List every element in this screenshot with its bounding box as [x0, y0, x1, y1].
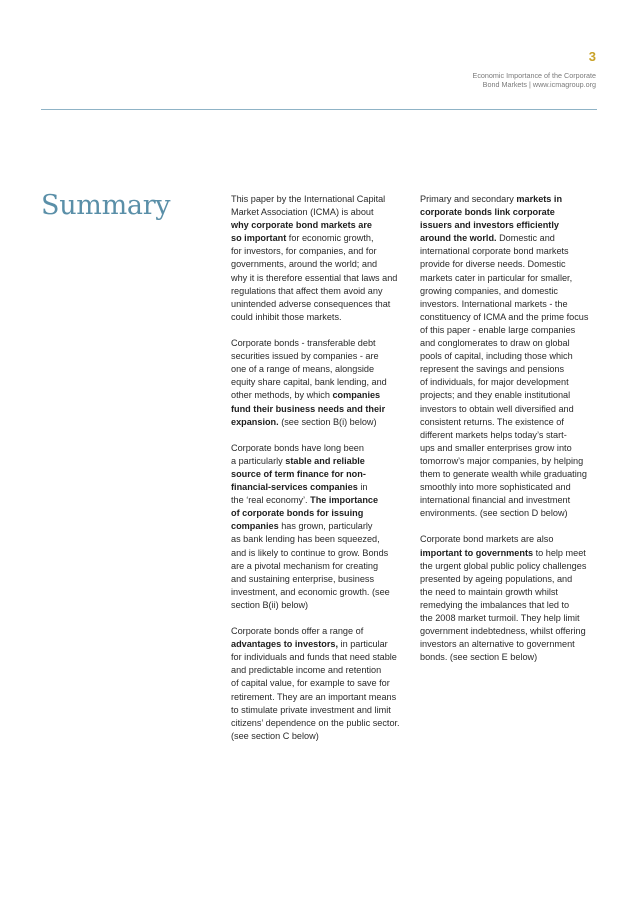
body-text: them to generate wealth while graduating: [420, 468, 587, 479]
text-line: [420, 442, 600, 455]
body-text: governments, around the world; and: [231, 259, 378, 270]
body-text: government indebtedness, whilst offering: [420, 626, 586, 637]
emphasis-text: expansion.: [231, 416, 279, 427]
text-line: [231, 350, 411, 363]
text-line: [420, 612, 600, 625]
text-line: [231, 520, 411, 533]
body-text: Corporate bonds have long been: [231, 442, 364, 453]
text-line: [231, 416, 411, 429]
page-number: 3: [588, 49, 596, 64]
text-line: [231, 664, 411, 677]
emphasis-text: fund their business needs and their: [231, 403, 386, 414]
body-text: and conglomerates to draw on global: [420, 338, 570, 349]
body-text: international financial and investment: [420, 495, 571, 506]
text-line: [420, 416, 600, 429]
body-text: the need to maintain growth whilst: [420, 586, 558, 597]
text-line: [231, 376, 411, 389]
body-text: investors to obtain well diversified and: [420, 403, 574, 414]
text-line: [420, 350, 600, 363]
emphasis-text: of corporate bonds for issuing: [231, 508, 364, 519]
body-text: presented by ageing populations, and: [420, 573, 573, 584]
text-line: [420, 481, 600, 494]
body-text: for investors, for companies, and for: [231, 246, 377, 257]
body-text: section B(ii) below): [231, 599, 309, 610]
text-line: [231, 494, 411, 507]
text-line: [231, 311, 411, 324]
body-text: consistent returns. The existence of: [420, 416, 564, 427]
emphasis-text: important to governments: [420, 547, 534, 558]
body-text: as bank lending has been squeezed,: [231, 534, 380, 545]
body-text: and predictable income and retention: [231, 665, 382, 676]
text-line: [231, 206, 411, 219]
body-text: the urgent global public policy challenges: [420, 560, 587, 571]
body-text: equity share capital, bank lending, and: [231, 377, 387, 388]
body-text: This paper by the International Capital: [231, 194, 386, 204]
text-line: [420, 651, 600, 664]
text-line: [420, 311, 600, 324]
header-subtitle-line-1: Economic Importance of the Corporate: [472, 71, 596, 80]
text-line: [420, 337, 600, 350]
body-text: investment, and economic growth. (see: [231, 586, 390, 597]
text-line: [420, 625, 600, 638]
text-line: [231, 599, 411, 612]
text-line: [231, 193, 411, 206]
text-line: [231, 625, 411, 638]
body-text: and is likely to continue to grow. Bonds: [231, 547, 389, 558]
text-line: [231, 547, 411, 560]
emphasis-text: stable and reliable: [285, 455, 365, 466]
emphasis-text: companies: [231, 521, 279, 532]
text-line: [420, 599, 600, 612]
text-line: [420, 285, 600, 298]
body-text: could inhibit those markets.: [231, 311, 342, 322]
body-text: Corporate bonds offer a range of: [231, 626, 364, 637]
emphasis-text: markets in: [516, 194, 563, 204]
text-line: [231, 389, 411, 402]
text-line: [420, 193, 600, 206]
paragraph: [231, 442, 411, 612]
body-text: Market Association (ICMA) is about: [231, 207, 374, 218]
body-text: (see section C below): [231, 730, 319, 741]
body-text: Primary and secondary: [420, 194, 517, 204]
body-text: growing companies, and domestic: [420, 285, 558, 296]
body-text: of this paper - enable large companies: [420, 324, 576, 335]
body-text: why it is therefore essential that laws and: [231, 272, 398, 283]
emphasis-text: The importance: [310, 495, 379, 506]
text-line: [420, 389, 600, 402]
emphasis-text: issuers and investors efficiently: [420, 220, 559, 231]
body-text: markets cater in particular for smaller,: [420, 272, 573, 283]
text-line: [231, 730, 411, 743]
text-line: [231, 717, 411, 730]
emphasis-text: source of term finance for non-: [231, 468, 366, 479]
text-line: [420, 258, 600, 271]
text-line: [420, 324, 600, 337]
body-text: one of a range of means, alongside: [231, 364, 375, 375]
body-text: to help meet: [533, 547, 586, 558]
text-line: [420, 468, 600, 481]
paragraph-gap: [231, 429, 411, 442]
paragraph-gap: [420, 520, 600, 533]
paragraph: [420, 533, 600, 664]
text-line: [231, 245, 411, 258]
body-text: citizens’ dependence on the public sector.: [231, 717, 400, 728]
text-line: [420, 245, 600, 258]
body-text: in: [357, 482, 368, 493]
text-line: [420, 403, 600, 416]
body-text: international corporate bond markets: [420, 246, 569, 257]
paragraph-gap: [231, 612, 411, 625]
text-line: [231, 651, 411, 664]
text-line: [420, 560, 600, 573]
emphasis-text: advantages to investors,: [231, 639, 339, 650]
text-line: [420, 376, 600, 389]
body-text: and sustaining enterprise, business: [231, 573, 375, 584]
emphasis-text: why corporate bond markets are: [231, 220, 372, 231]
body-text: retirement. They are an important means: [231, 691, 397, 702]
text-line: [420, 507, 600, 520]
paragraph-gap: [231, 324, 411, 337]
text-line: [231, 704, 411, 717]
emphasis-text: financial-services companies: [231, 482, 358, 493]
text-line: [231, 677, 411, 690]
body-text: to stimulate private investment and limit: [231, 704, 391, 715]
paragraph: [231, 193, 411, 324]
body-text: smoothly into more sophisticated and: [420, 482, 571, 493]
body-text: of individuals, for major development: [420, 377, 569, 388]
text-line: [420, 219, 600, 232]
body-text: for economic growth,: [286, 233, 374, 244]
text-line: [231, 533, 411, 546]
text-line: [420, 429, 600, 442]
body-text: in particular: [338, 639, 388, 650]
text-line: [420, 298, 600, 311]
text-line: [231, 219, 411, 232]
paragraph: [231, 625, 411, 743]
body-text: investors an alternative to government: [420, 639, 575, 650]
text-line: [231, 468, 411, 481]
body-text: represent the savings and pensions: [420, 364, 565, 375]
emphasis-text: so important: [231, 233, 287, 244]
text-line: [231, 586, 411, 599]
body-text: securities issued by companies - are: [231, 351, 379, 362]
text-line: [420, 638, 600, 651]
text-line: [231, 560, 411, 573]
body-text: pools of capital, including those which: [420, 351, 573, 362]
body-text: a particularly: [231, 455, 286, 466]
text-line: [420, 586, 600, 599]
text-line: [231, 691, 411, 704]
body-text: the ‘real economy’.: [231, 495, 311, 506]
body-text: the 2008 market turmoil. They help limit: [420, 613, 580, 623]
text-column-right: [420, 193, 600, 664]
section-heading: Summary: [41, 190, 171, 221]
body-text: Corporate bond markets are also: [420, 534, 554, 545]
text-line: [420, 494, 600, 507]
text-line: [420, 206, 600, 219]
body-text: ups and smaller enterprises grow into: [420, 442, 572, 453]
body-text: regulations that affect them avoid any: [231, 285, 383, 296]
paragraph: [420, 193, 600, 520]
body-text: of capital value, for example to save for: [231, 678, 390, 689]
emphasis-text: around the world.: [420, 233, 497, 244]
text-line: [231, 298, 411, 311]
text-line: [231, 638, 411, 651]
text-line: [231, 363, 411, 376]
emphasis-text: companies: [332, 390, 381, 401]
text-line: [231, 573, 411, 586]
text-line: [231, 272, 411, 285]
text-line: [420, 272, 600, 285]
text-line: [231, 442, 411, 455]
header-subtitle-line-2: Bond Markets | www.icmagroup.org: [482, 80, 596, 89]
body-text: (see section B(i) below): [278, 416, 377, 427]
body-text: Corporate bonds - transferable debt: [231, 338, 376, 349]
text-line: [231, 507, 411, 520]
body-text: for individuals and funds that need stable: [231, 652, 397, 663]
text-line: [420, 232, 600, 245]
body-text: has grown, particularly: [278, 521, 373, 532]
text-line: [231, 285, 411, 298]
body-text: other methods, by which: [231, 390, 333, 401]
body-text: tomorrow’s major companies, by helping: [420, 455, 584, 466]
body-text: investors. International markets - the: [420, 298, 568, 309]
emphasis-text: corporate bonds link corporate: [420, 207, 555, 218]
text-line: [231, 232, 411, 245]
text-line: [420, 533, 600, 546]
body-text: environments. (see section D below): [420, 508, 568, 519]
text-column-left: [231, 193, 411, 743]
body-text: constituency of ICMA and the prime focus: [420, 311, 589, 322]
body-text: unintended adverse consequences that: [231, 298, 391, 309]
paragraph: [231, 337, 411, 429]
body-text: projects; and they enable institutional: [420, 390, 571, 401]
header-divider: [41, 109, 597, 110]
body-text: remedying the imbalances that led to: [420, 599, 570, 610]
text-line: [420, 573, 600, 586]
body-text: different markets helps today’s start-: [420, 429, 567, 440]
text-line: [231, 258, 411, 271]
text-line: [420, 363, 600, 376]
body-text: are a pivotal mechanism for creating: [231, 560, 379, 571]
text-line: [420, 547, 600, 560]
text-line: [231, 455, 411, 468]
text-line: [231, 481, 411, 494]
body-text: bonds. (see section E below): [420, 652, 538, 663]
text-line: [231, 403, 411, 416]
body-text: provide for diverse needs. Domestic: [420, 259, 566, 270]
text-line: [420, 455, 600, 468]
text-line: [231, 337, 411, 350]
body-text: Domestic and: [496, 233, 555, 244]
